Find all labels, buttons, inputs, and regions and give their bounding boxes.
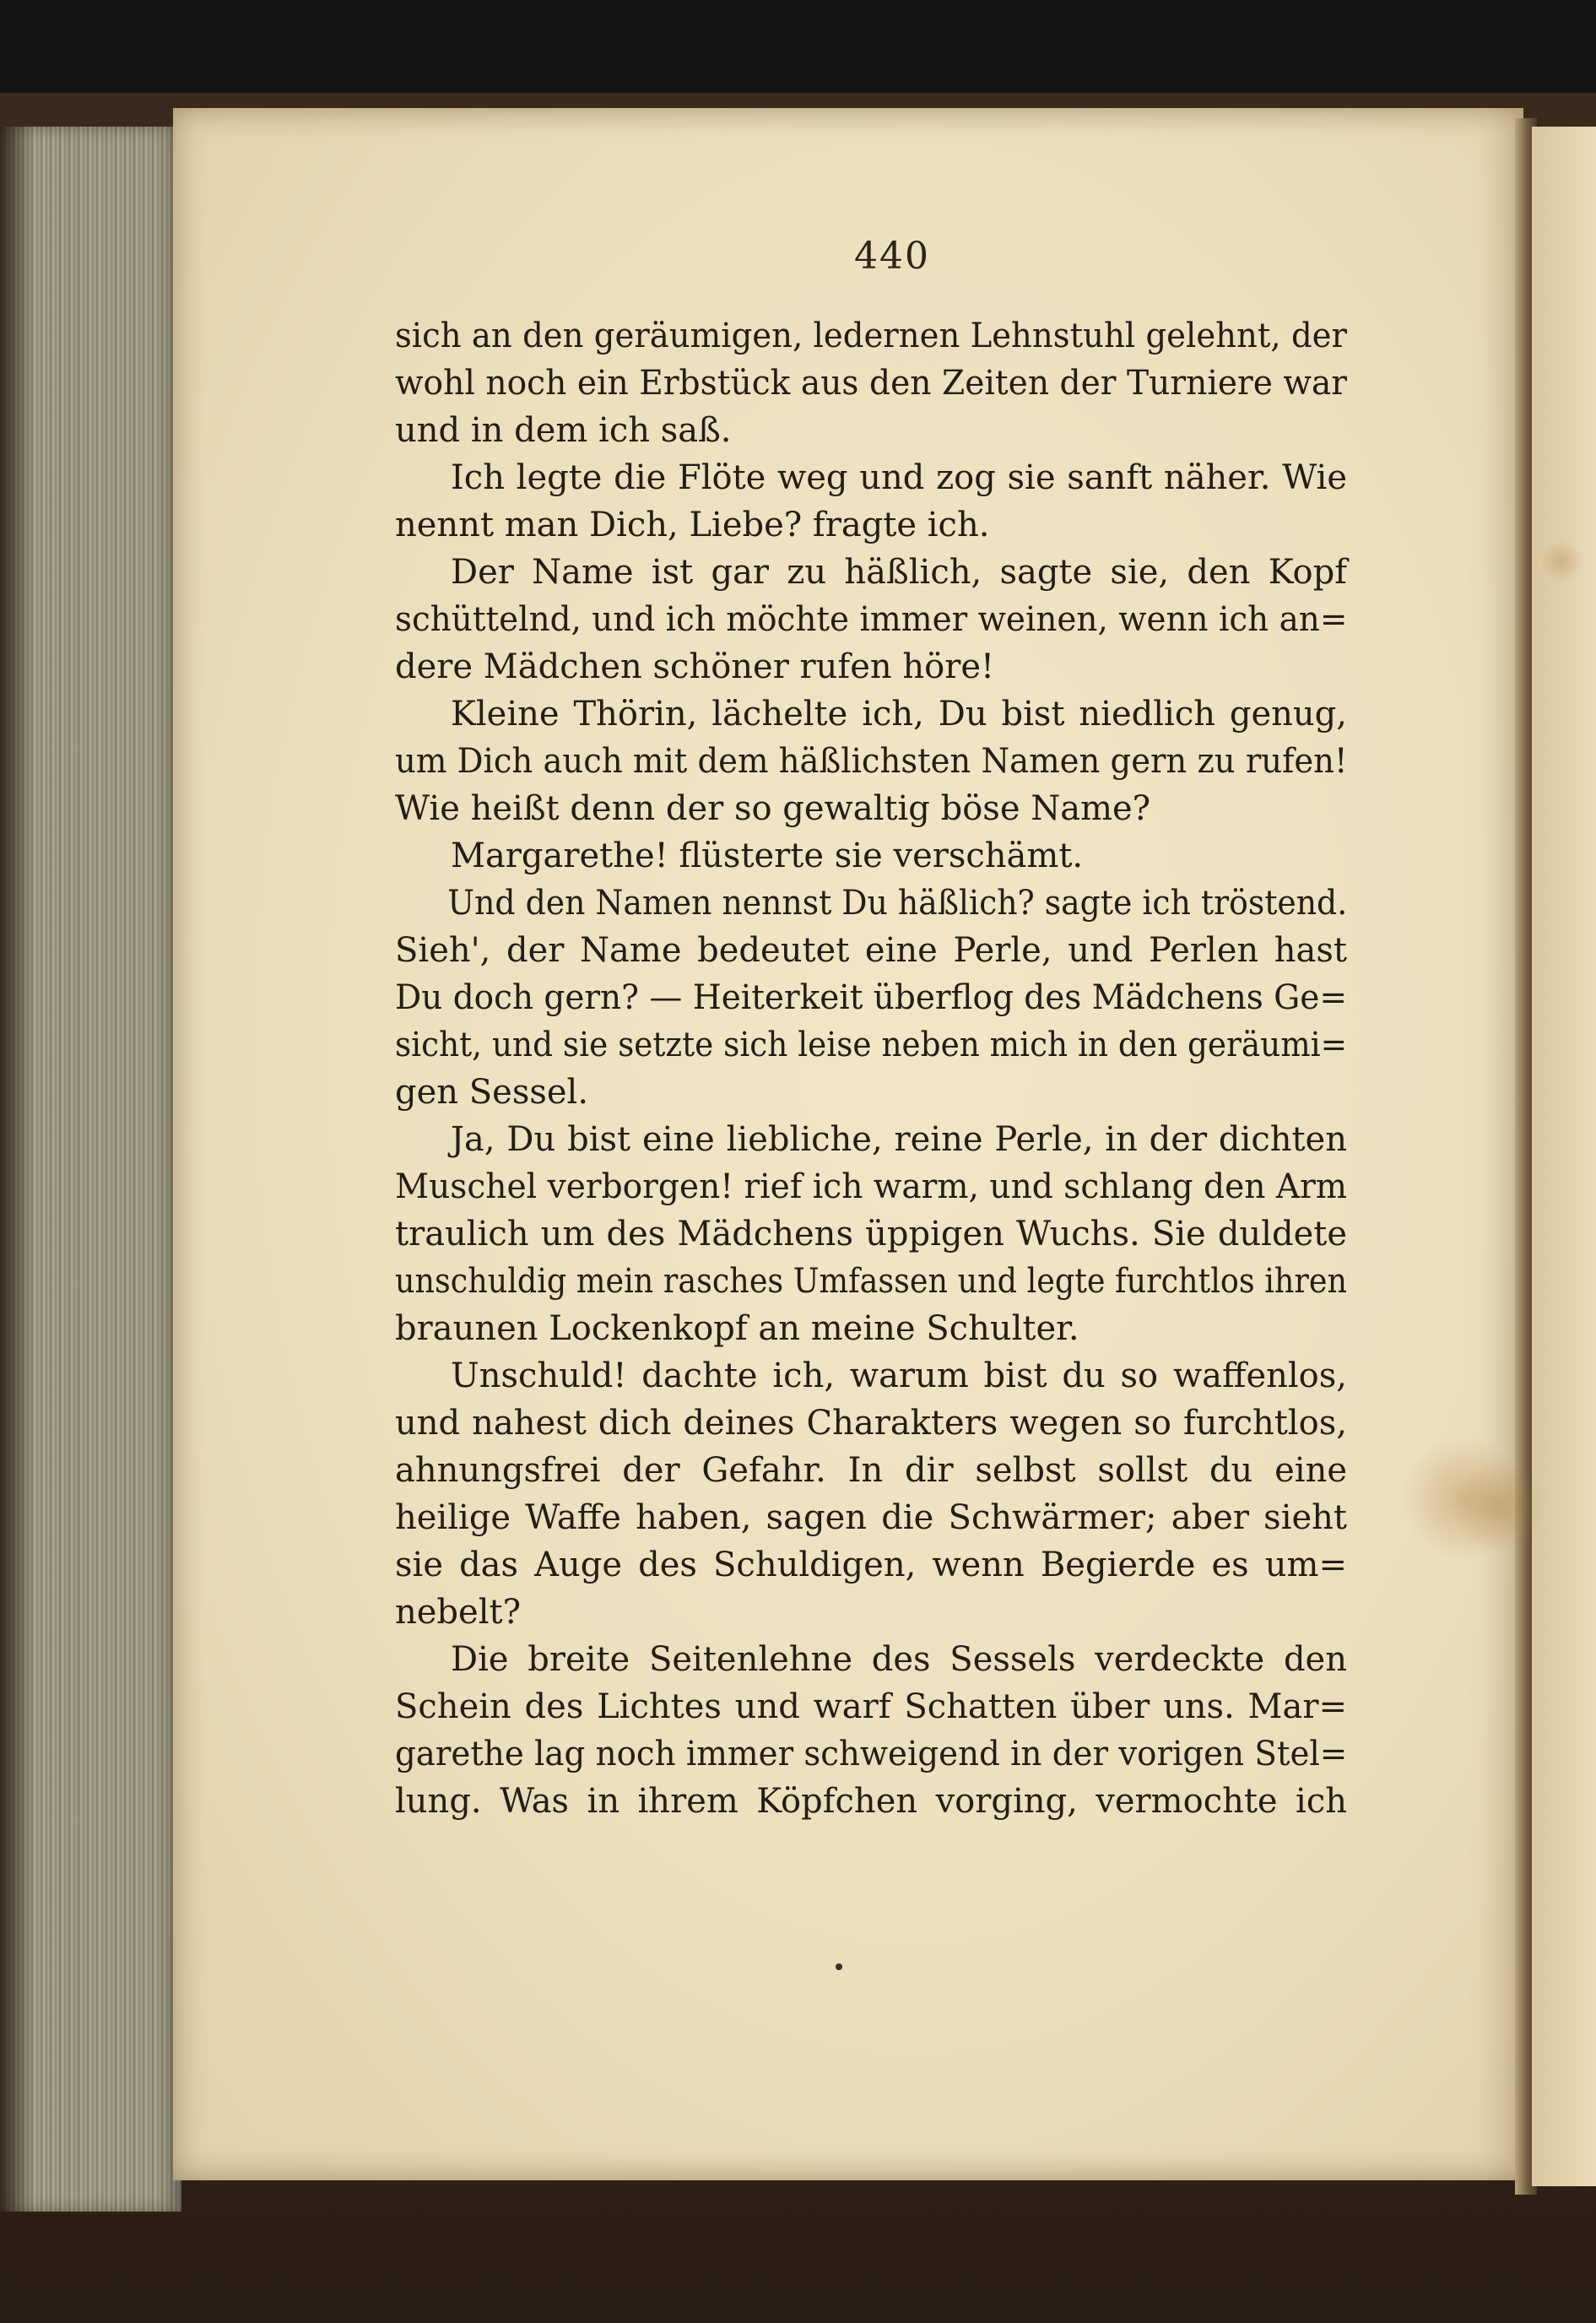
- text-line: Margarethe! flüsterte sie verschämt.: [451, 837, 1084, 875]
- text-line: Sieh', der Name bedeutet eine Perle, und Perlen hast: [395, 931, 1347, 970]
- text-line: garethe lag noch immer schweigend in der vorigen Stel=: [395, 1735, 1348, 1773]
- text-line: Schein des Lichtes und warf Schatten über uns. Mar=: [395, 1687, 1347, 1726]
- text-line: Und den Namen nennst Du häßlich? sagte ich tröstend.: [447, 884, 1348, 923]
- text-line: Unschuld! dachte ich, warum bist du so waffenlos,: [451, 1356, 1347, 1395]
- text-line: traulich um des Mädchens üppigen Wuchs. Sie duldete: [395, 1215, 1347, 1254]
- text-line: Der Name ist gar zu häßlich, sagte sie, den Kopf: [451, 553, 1347, 592]
- text-line: Wie heißt denn der so gewaltig böse Name?: [395, 789, 1151, 828]
- text-line: braunen Lockenkopf an meine Schulter.: [395, 1309, 1079, 1348]
- text-line: Ja, Du bist eine liebliche, reine Perle, in der dichten: [451, 1120, 1347, 1159]
- paper-stain: [1540, 540, 1582, 582]
- text-line: sich an den geräumigen, ledernen Lehnstuhl gelehnt, der: [395, 317, 1347, 355]
- text-line: um Dich auch mit dem häßlichsten Namen gern zu rufen!: [395, 742, 1348, 781]
- text-line: und in dem ich saß.: [395, 411, 732, 450]
- printer-mark: [836, 1963, 842, 1970]
- text-line: sicht, und sie setzte sich leise neben mich in den geräumi=: [395, 1026, 1347, 1064]
- text-line: nennt man Dich, Liebe? fragte ich.: [395, 506, 990, 544]
- text-line: Du doch gern? — Heiterkeit überflog des Mädchens Ge=: [395, 978, 1348, 1017]
- facing-page: [1532, 127, 1596, 2186]
- text-line: Ich legte die Flöte weg und zog sie sanft näher. Wie: [451, 458, 1347, 497]
- text-line: Die breite Seitenlehne des Sessels verdeckte den: [451, 1640, 1347, 1679]
- text-line: lung. Was in ihrem Köpfchen vorging, vermochte ich: [395, 1782, 1347, 1821]
- text-line: wohl noch ein Erbstück aus den Zeiten der Turniere war: [395, 364, 1348, 403]
- paper-stain: [1452, 1460, 1545, 1553]
- text-line: und nahest dich deines Charakters wegen so furchtlos,: [395, 1404, 1347, 1443]
- text-line: gen Sessel.: [395, 1073, 589, 1112]
- text-line: heilige Waffe haben, sagen die Schwärmer; aber sieht: [395, 1498, 1347, 1537]
- page-edges: [0, 127, 181, 2212]
- text-line: schüttelnd, und ich möchte immer weinen, wenn ich an=: [395, 600, 1348, 639]
- text-line: nebelt?: [395, 1593, 522, 1632]
- text-line: dere Mädchen schöner rufen höre!: [395, 647, 995, 686]
- page-body-text: [395, 312, 1347, 1825]
- text-line: sie das Auge des Schuldigen, wenn Begierde es um=: [395, 1546, 1347, 1584]
- page-number: 440: [854, 235, 930, 278]
- text-line: Muschel verborgen! rief ich warm, und schlang den Arm: [395, 1167, 1347, 1206]
- text-line: ahnungsfrei der Gefahr. In dir selbst sollst du eine: [395, 1451, 1347, 1490]
- text-line: unschuldig mein rasches Umfassen und legte furchtlos ihren: [395, 1262, 1347, 1301]
- text-line: Kleine Thörin, lächelte ich, Du bist niedlich genug,: [451, 695, 1347, 734]
